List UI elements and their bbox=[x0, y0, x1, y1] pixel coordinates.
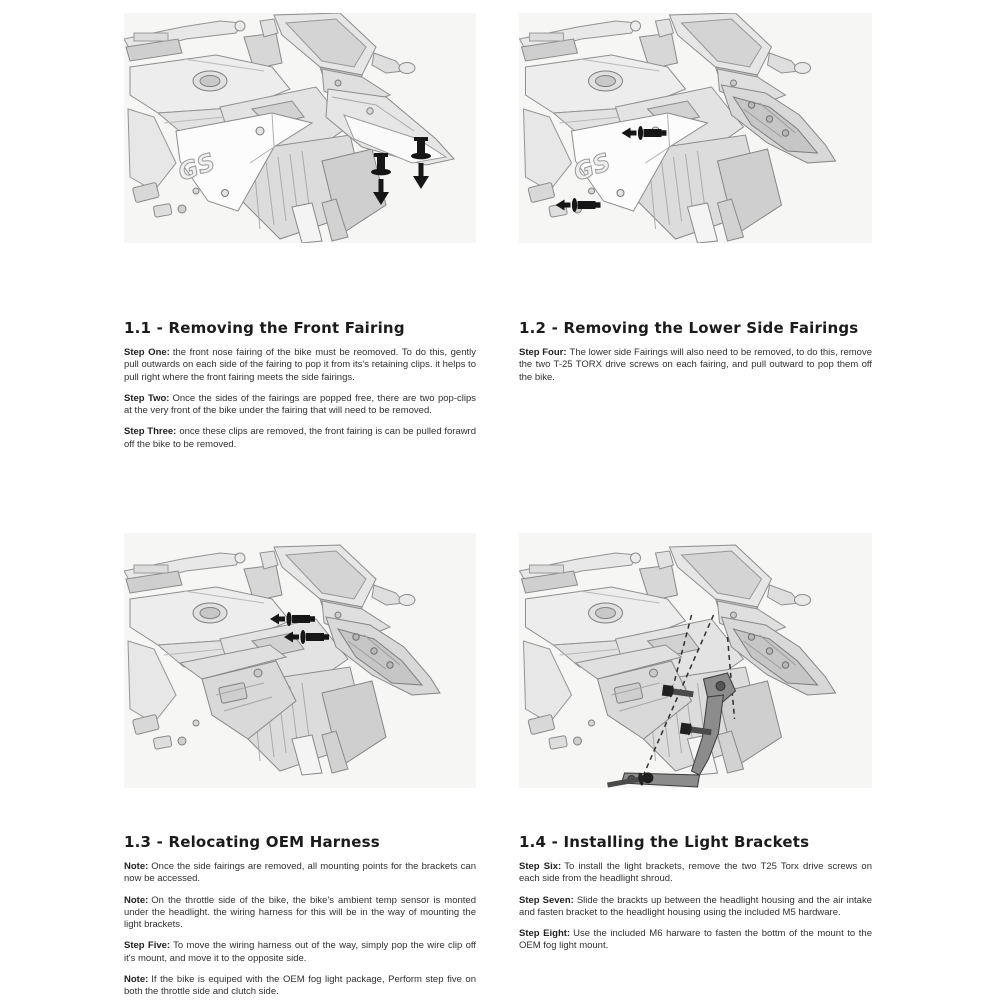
step-text: The lower side Fairings will also need to be removed, to do this, remove the two T-25 TORX drive screws on each fairing, and pull outward to pop them off the bike. bbox=[519, 347, 872, 383]
step-label: Step Two: bbox=[124, 392, 170, 404]
step-text: If the bike is equiped with the OEM fog light package, Perform step five on both the throttle side and clutch side. bbox=[124, 974, 476, 998]
step-paragraph bbox=[519, 347, 872, 384]
section-1-1 bbox=[124, 13, 476, 533]
step-text: the front nose fairing of the bike must be reomoved. To do this, gently pull outwards on each side of the fairing to pop it from its's retaining clips. it helps to pull right where the front fairing meets the side fairings. bbox=[124, 347, 476, 383]
step-paragraph bbox=[124, 426, 476, 451]
section-1-4 bbox=[519, 533, 872, 999]
step-paragraph bbox=[124, 393, 476, 418]
step-label: Step Four: bbox=[519, 347, 567, 358]
step-text: To move the wiring harness out of the way, simply pop the wire clip off it's mount, and move it to the opposite side. bbox=[124, 940, 476, 964]
section-heading: 1.2 - Removing the Lower Side Fairings bbox=[519, 319, 859, 337]
step-label: Step Seven: bbox=[519, 894, 574, 906]
section-heading: 1.4 - Installing the Light Brackets bbox=[519, 833, 810, 851]
step-label: Step One: bbox=[124, 347, 170, 358]
section-1-2 bbox=[519, 13, 872, 533]
step-text: On the throttle side of the bike, the bike's ambient temp sensor is monted under the headlight. the wiring harness for this will be in the way of mounting the light brackets. bbox=[124, 894, 476, 931]
step-text: once these clips are removed, the front fairing is can be pulled forawrd off the bike to be removed. bbox=[124, 426, 476, 450]
step-label: Step Eight: bbox=[519, 928, 571, 940]
step-paragraph bbox=[124, 895, 476, 932]
section-heading: 1.1 - Removing the Front Fairing bbox=[124, 319, 405, 337]
step-paragraph bbox=[124, 861, 476, 886]
section-1-3 bbox=[124, 533, 476, 999]
figure-harness-relocation bbox=[124, 533, 476, 788]
section-heading: 1.3 - Relocating OEM Harness bbox=[124, 833, 380, 851]
step-paragraph bbox=[519, 895, 872, 920]
figure-front-fairing-popclips bbox=[124, 13, 476, 243]
step-label: Note: bbox=[124, 974, 149, 986]
step-paragraph bbox=[124, 974, 476, 999]
step-label: Step Five: bbox=[124, 940, 171, 952]
step-paragraph bbox=[519, 861, 872, 886]
figure-light-bracket-install bbox=[519, 533, 872, 788]
step-label: Note: bbox=[124, 861, 149, 872]
step-label: Step Six: bbox=[519, 861, 562, 872]
step-paragraph bbox=[519, 928, 872, 953]
step-text: Use the included M6 harware to fasten the bottm of the mount to the OEM fog light mount. bbox=[519, 928, 872, 952]
step-text: To install the light brackets, remove the two T25 Torx drive screws on each side from the headlight shroud. bbox=[519, 861, 873, 885]
section-grid bbox=[124, 13, 872, 999]
step-label: Step Three: bbox=[124, 426, 177, 438]
step-text: Once the side fairings are removed, all mounting points for the brackets can now be accessed. bbox=[124, 861, 476, 885]
step-text: Slide the brackts up between the headlight housing and the air intake and fasten bracket to the headlight housing using the included M5 hardware. bbox=[519, 894, 872, 918]
figure-side-fairing-screws bbox=[519, 13, 872, 243]
step-paragraph bbox=[124, 347, 476, 384]
step-text: Once the sides of the fairings are popped free, there are two pop-clips at the very front of the bike under the fairing that will need to be removed. bbox=[124, 392, 476, 417]
step-label: Note: bbox=[124, 894, 149, 906]
step-paragraph bbox=[124, 940, 476, 965]
